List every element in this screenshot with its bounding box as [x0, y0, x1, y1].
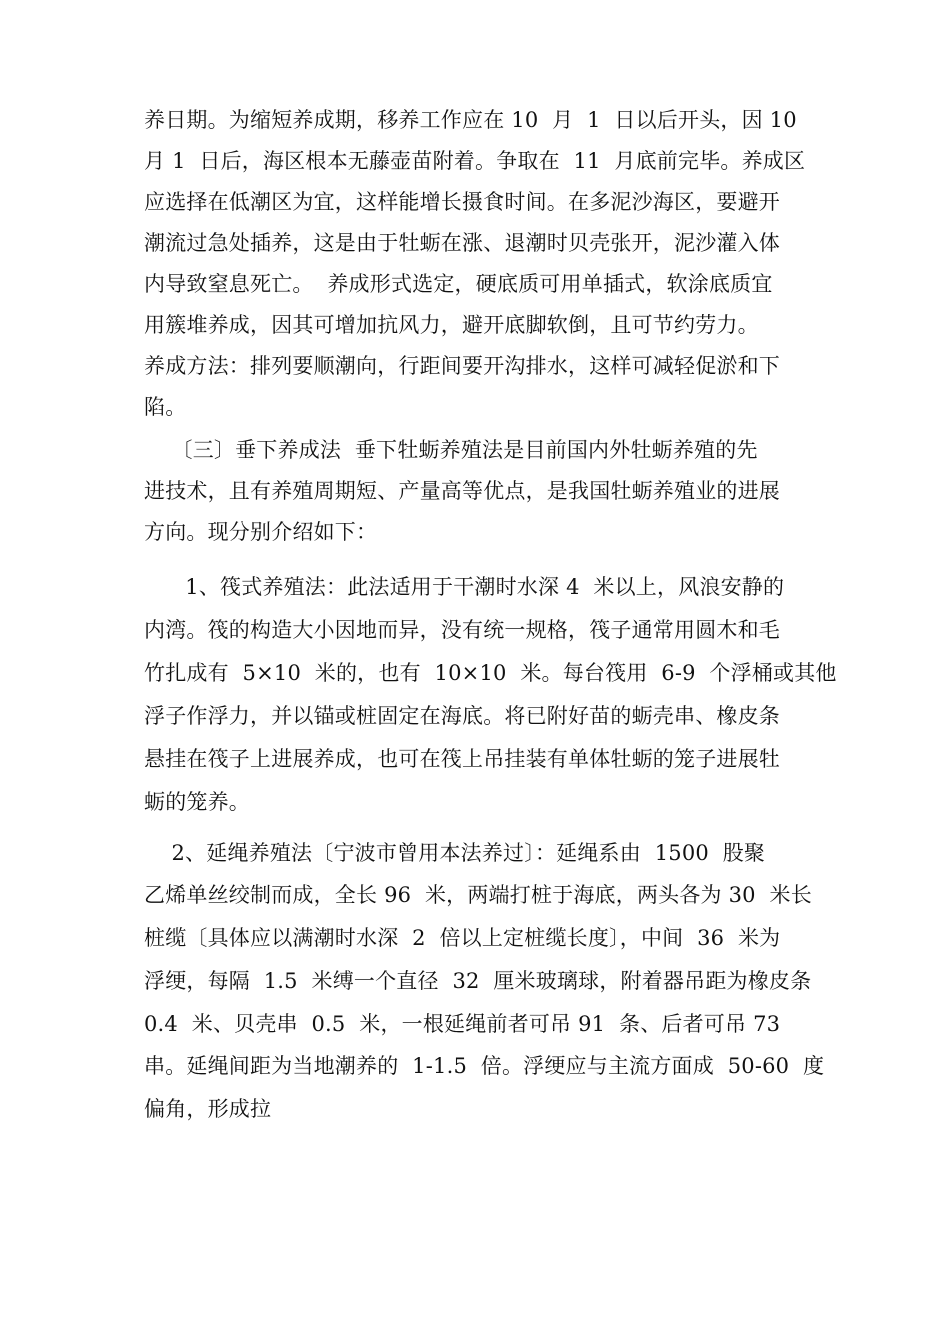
text-line: 方向。现分别介绍如下： [144, 520, 378, 544]
text-line: 陷。 [144, 395, 187, 419]
text-line: 桩缆〔具体应以满潮时水深 2 倍以上定桩缆长度〕，中间 36 米为 [144, 926, 781, 950]
text-line: 偏角，形成拉 [144, 1097, 272, 1121]
text-line: 0.4 米、贝壳串 0.5 米，一根延绳前者可吊 91 条、后者可吊 73 [144, 1012, 781, 1036]
text-line: 蛎的笼养。 [144, 790, 250, 814]
text-line: 乙烯单丝绞制而成，全长 96 米，两端打桩于海底，两头各为 30 米长 [144, 883, 812, 907]
text-line: 用簇堆养成，因其可增加抗风力，避开底脚软倒，且可节约劳力。 [144, 313, 759, 337]
text-line: 竹扎成有 5×10 米的，也有 10×10 米。每台筏用 6-9 个浮桶或其他 [144, 661, 837, 685]
text-line: 内导致窒息死亡。 养成形式选定，硬底质可用单插式，软涂底质宜 [144, 272, 773, 296]
text-line: 月 1 日后，海区根本无藤壶苗附着。争取在 11 月底前完毕。养成区 [144, 149, 806, 173]
text-line: 2、延绳养殖法〔宁波市曾用本法养过〕：延绳系由 1500 股聚 [144, 841, 766, 865]
text-line: 养日期。为缩短养成期，移养工作应在 10 月 1 日以后开头，因 10 [144, 108, 797, 132]
text-line: 浮绠，每隔 1.5 米缚一个直径 32 厘米玻璃球，附着器吊距为橡皮条 [144, 969, 812, 993]
text-line: 进技术，且有养殖周期短、产量高等优点，是我国牡蛎养殖业的进展 [144, 479, 780, 503]
text-line: 应选择在低潮区为宜，这样能增长摄食时间。在多泥沙海区，要避开 [144, 190, 780, 214]
text-line: 悬挂在筏子上进展养成，也可在筏上吊挂装有单体牡蛎的笼子进展牡 [144, 747, 780, 771]
text-line: 浮子作浮力，并以锚或桩固定在海底。将已附好苗的蛎壳串、橡皮条 [144, 704, 780, 728]
text-line: 1、筏式养殖法：此法适用于干潮时水深 4 米以上，风浪安静的 [144, 575, 785, 599]
text-line: 潮流过急处插养，这是由于牡蛎在涨、退潮时贝壳张开，泥沙灌入体 [144, 231, 780, 255]
text-line: 串。延绳间距为当地潮养的 1-1.5 倍。浮绠应与主流方面成 50-60 度 [144, 1054, 825, 1078]
text-line: 养成方法：排列要顺潮向，行距间要开沟排水，这样可减轻促淤和下 [144, 354, 780, 378]
text-line: 内湾。筏的构造大小因地而异，没有统一规格，筏子通常用圆木和毛 [144, 618, 780, 642]
text-line: 〔三〕垂下养成法 垂下牡蛎养殖法是目前国内外牡蛎养殖的先 [144, 438, 758, 462]
